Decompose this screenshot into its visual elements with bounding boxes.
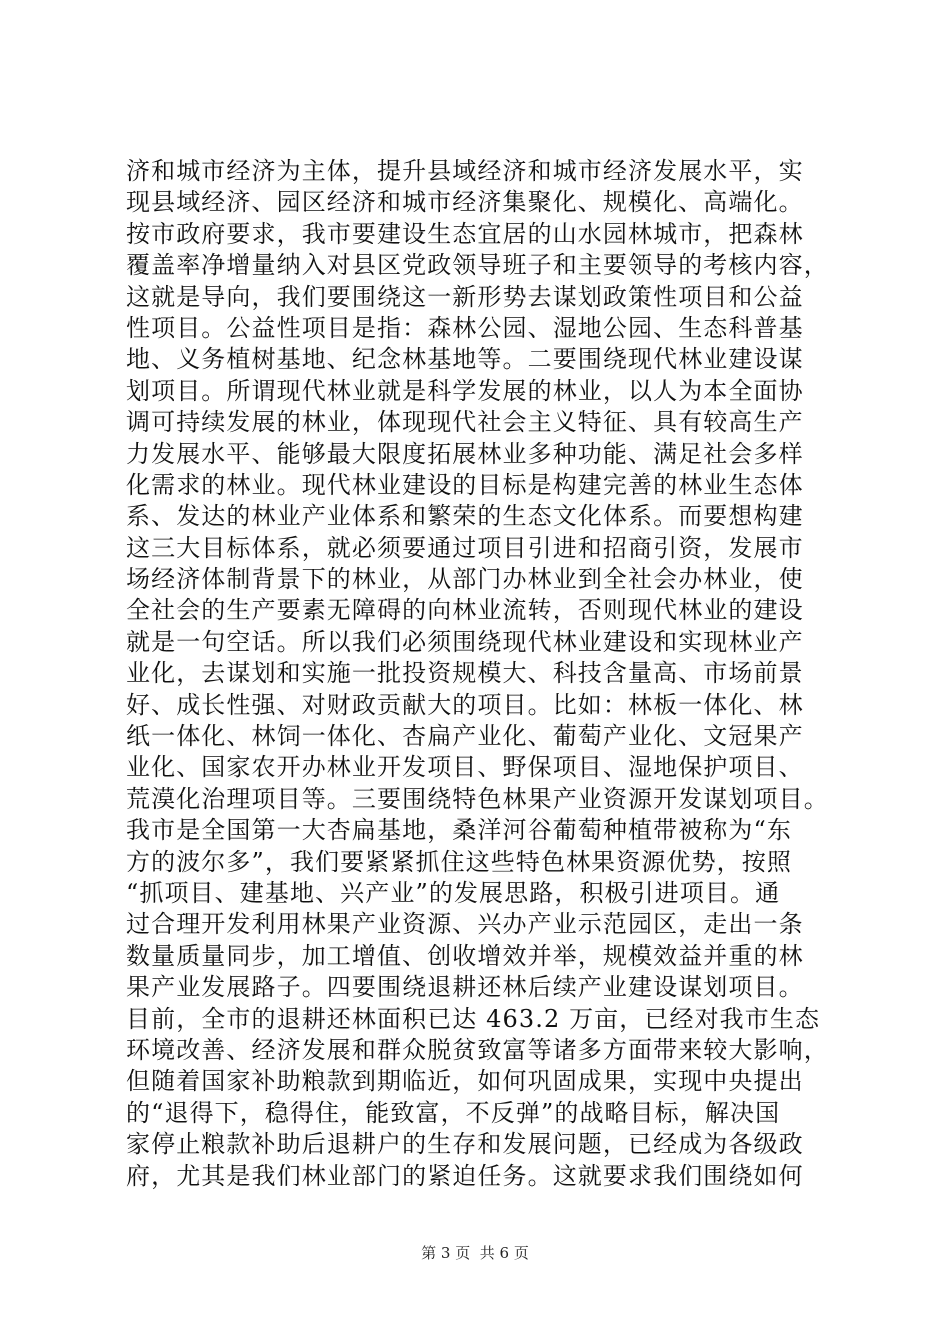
text-line: 好、成长性强、对财政贡献大的项目。比如：林板一体化、林 bbox=[126, 690, 804, 719]
text-line: 目前，全市的退耕还林面积已达 463.2 万亩，已经对我市生态 bbox=[126, 1004, 821, 1033]
text-line: 济和城市经济为主体，提升县域经济和城市经济发展水平，实 bbox=[126, 157, 804, 185]
text-line: 过合理开发利用林果产业资源、兴办产业示范园区，走出一条 bbox=[126, 910, 804, 939]
text-line: “抓项目、建基地、兴产业”的发展思路，积极引进项目。通 bbox=[126, 878, 781, 907]
text-line: 场经济体制背景下的林业，从部门办林业到全社会办林业，使 bbox=[126, 565, 804, 594]
text-line: 性项目。公益性项目是指：森林公园、湿地公园、生态科普基 bbox=[126, 313, 804, 342]
text-line: 府，尤其是我们林业部门的紧迫任务。这就要求我们围绕如何 bbox=[126, 1161, 804, 1190]
text-line: 这就是导向，我们要围绕这一新形势去谋划政策性项目和公益 bbox=[126, 282, 804, 311]
text-line: 全社会的生产要素无障碍的向林业流转，否则现代林业的建设 bbox=[126, 596, 804, 625]
text-line: 果产业发展路子。四要围绕退耕还林后续产业建设谋划项目。 bbox=[126, 973, 804, 1002]
text-line: 但随着国家补助粮款到期临近，如何巩固成果，实现中央提出 bbox=[126, 1067, 804, 1096]
text-line: 的“退得下，稳得住，能致富，不反弹”的战略目标，解决国 bbox=[126, 1098, 781, 1127]
text-line: 方的波尔多”，我们要紧紧抓住这些特色林果资源优势，按照 bbox=[126, 847, 792, 876]
text-line: 现县域经济、园区经济和城市经济集聚化、规模化、高端化。 bbox=[126, 188, 804, 217]
text-line: 就是一句空话。所以我们必须围绕现代林业建设和实现林业产 bbox=[126, 627, 804, 656]
text-line: 地、义务植树基地、纪念林基地等。二要围绕现代林业建设谋 bbox=[126, 345, 804, 374]
text-line: 划项目。所谓现代林业就是科学发展的林业，以人为本全面协 bbox=[126, 376, 804, 405]
text-line: 业化，去谋划和实施一批投资规模大、科技含量高、市场前景 bbox=[126, 659, 804, 688]
text-line: 纸一体化、林饲一体化、杏扁产业化、葡萄产业化、文冠果产 bbox=[126, 722, 804, 751]
text-line: 环境改善、经济发展和群众脱贫致富等诸多方面带来较大影响， bbox=[126, 1035, 829, 1064]
text-line: 调可持续发展的林业，体现现代社会主义特征、具有较高生产 bbox=[126, 408, 804, 437]
page-footer: 第 3 页 共 6 页 bbox=[421, 1244, 529, 1262]
text-line: 业化、国家农开办林业开发项目、野保项目、湿地保护项目、 bbox=[126, 753, 804, 782]
body-text bbox=[126, 156, 846, 1192]
text-line: 按市政府要求，我市要建设生态宜居的山水园林城市，把森林 bbox=[126, 219, 804, 248]
text-line: 数量质量同步，加工增值、创收增效并举，规模效益并重的林 bbox=[126, 941, 804, 970]
text-line: 系、发达的林业产业体系和繁荣的生态文化体系。而要想构建 bbox=[126, 502, 804, 531]
text-line: 家停止粮款补助后退耕户的生存和发展问题，已经成为各级政 bbox=[126, 1130, 804, 1159]
text-line: 荒漠化治理项目等。三要围绕特色林果产业资源开发谋划项目。 bbox=[126, 784, 829, 813]
text-line: 我市是全国第一大杏扁基地，桑洋河谷葡萄种植带被称为“东 bbox=[126, 816, 792, 845]
text-line: 化需求的林业。现代林业建设的目标是构建完善的林业生态体 bbox=[126, 470, 804, 499]
text-line: 这三大目标体系，就必须要通过项目引进和招商引资，发展市 bbox=[126, 533, 804, 562]
text-line: 力发展水平、能够最大限度拓展林业多种功能、满足社会多样 bbox=[126, 439, 804, 468]
text-line: 覆盖率净增量纳入对县区党政领导班子和主要领导的考核内容， bbox=[126, 251, 829, 280]
